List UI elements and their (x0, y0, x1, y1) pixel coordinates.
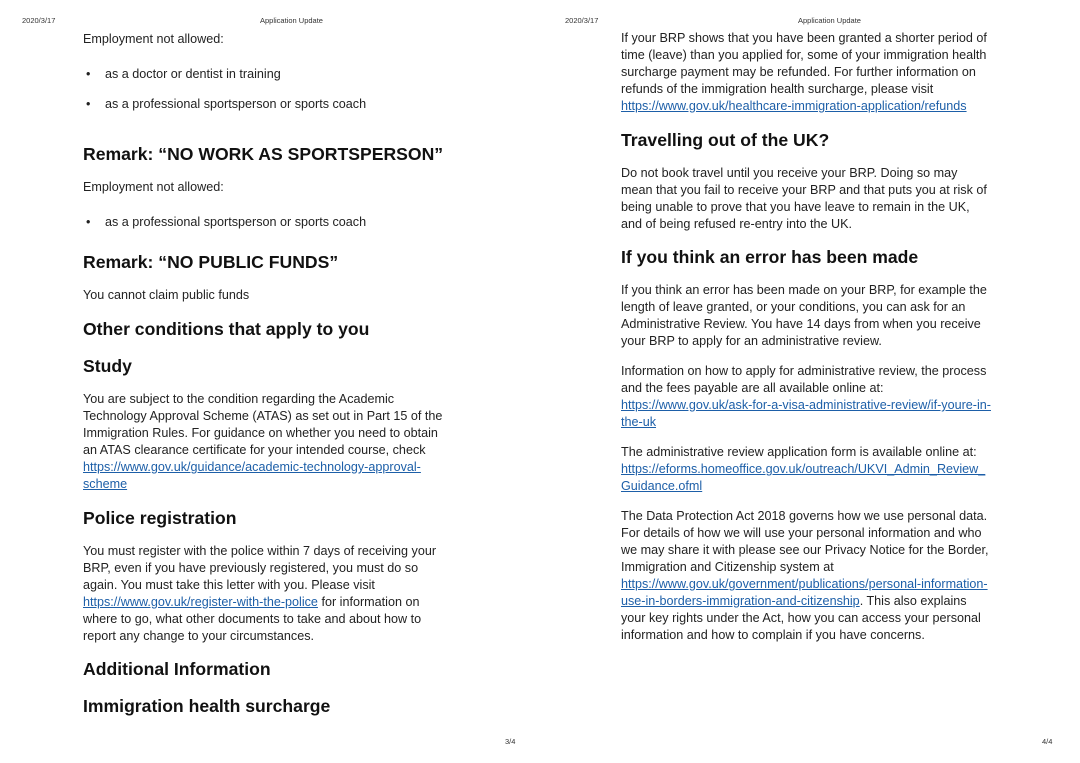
public-funds-text: You cannot claim public funds (83, 288, 250, 302)
review-form-paragraph: The administrative review application form is available online at: https://eforms.homeoffice.gov.uk/outreach/UKVI_Admin_Review_ Guidance.ofml (621, 445, 986, 493)
register-with-police-link[interactable]: https://www.gov.uk/register-with-the-police (83, 595, 318, 609)
review-form-link[interactable]: https://eforms.homeoffice.gov.uk/outreach/UKVI_Admin_Review_ (621, 462, 986, 476)
header-title: Application Update (798, 16, 861, 25)
data-protection-paragraph: The Data Protection Act 2018 governs how we use personal data. For details of how we will use your personal information and who we may share it with please see our Privacy Notice for the Border, Immigration and Citizenship system at https://www.gov.uk/government/publications/personal-information- use-in-borders-immigration-and-citizenship. This also explains your key rights under the Act, how you can access your personal information and how to complain if you have concerns. (621, 509, 989, 642)
atas-link[interactable]: https://www.gov.uk/guidance/academic-technology-approval- (83, 460, 421, 474)
refund-paragraph: If your BRP shows that you have been granted a shorter period of time (leave) than you applied for, some of your immigration health surcharge payment may be refunded. For further information on refunds of the immigration health surcharge, please visit https://www.gov.uk/healthcare-immigration-application/refunds (621, 31, 987, 113)
police-paragraph: You must register with the police within 7 days of receiving your BRP, even if you have previously registered, you must do so again. You must take this letter with you. Please visit https://www.gov.uk/register-with-the-police for information on where to go, what other documents to take and about how to report any change to your circumstances. (83, 544, 437, 643)
additional-information-heading: Additional Information (83, 659, 271, 679)
immigration-health-surcharge-heading: Immigration health surcharge (83, 696, 331, 716)
police-registration-heading: Police registration (83, 508, 237, 528)
travelling-out-heading: Travelling out of the UK? (621, 130, 830, 150)
privacy-notice-link[interactable]: https://www.gov.uk/government/publications/personal-information- (621, 577, 988, 591)
page-number: 3/4 (505, 737, 516, 746)
list-item: • as a doctor or dentist in training (86, 67, 281, 81)
other-conditions-heading: Other conditions that apply to you (83, 319, 370, 339)
remark-no-work-sportsperson-heading: Remark: “NO WORK AS SPORTSPERSON” (83, 144, 444, 164)
page-4 (540, 0, 1080, 763)
error-made-heading: If you think an error has been made (621, 247, 919, 267)
page-number: 4/4 (1042, 737, 1053, 746)
list-item: • as a professional sportsperson or sports coach (86, 215, 367, 229)
study-paragraph: You are subject to the condition regarding the Academic Technology Approval Scheme (ATAS) as set out in Part 15 of the Immigration Rules. For guidance on whether you need to obtain an ATAS clearance certificate for your intended course, check https://www.gov.uk/guidance/academic-technology-approval- scheme (83, 392, 443, 491)
travel-paragraph: Do not book travel until you receive your BRP. Doing so may mean that you fail to receive your BRP and that puts you at risk of being unable to prove that you have leave to remain in the UK, and of being refused re-entry into the UK. (621, 166, 987, 231)
admin-review-link[interactable]: https://www.gov.uk/ask-for-a-visa-administrative-review/if-youre-in- (621, 398, 991, 412)
admin-review-link[interactable]: the-uk (621, 415, 657, 429)
remark-no-public-funds-heading: Remark: “NO PUBLIC FUNDS” (83, 252, 339, 272)
admin-review-paragraph: Information on how to apply for administrative review, the process and the fees payable are all available online at: https://www.gov.uk/ask-for-a-visa-administrative-review/if-youre-in- the-uk (621, 364, 991, 429)
refunds-link[interactable]: https://www.gov.uk/healthcare-immigration-application/refunds (621, 99, 967, 113)
header-date: 2020/3/17 (22, 16, 56, 25)
review-form-link[interactable]: Guidance.ofml (621, 479, 703, 493)
employment-not-allowed-text: Employment not allowed: (83, 32, 224, 46)
list-item: • as a professional sportsperson or sports coach (86, 97, 367, 111)
study-heading: Study (83, 356, 132, 376)
header-date: 2020/3/17 (565, 16, 599, 25)
header-title: Application Update (260, 16, 323, 25)
employment-not-allowed-text: Employment not allowed: (83, 180, 224, 194)
privacy-notice-link[interactable]: use-in-borders-immigration-and-citizenship (621, 594, 860, 608)
error-paragraph: If you think an error has been made on your BRP, for example the length of leave granted, or your conditions, you can ask for an Administrative Review. You have 14 days from when you receive your BRP to apply for an administrative review. (621, 283, 987, 348)
atas-link[interactable]: scheme (83, 477, 128, 491)
